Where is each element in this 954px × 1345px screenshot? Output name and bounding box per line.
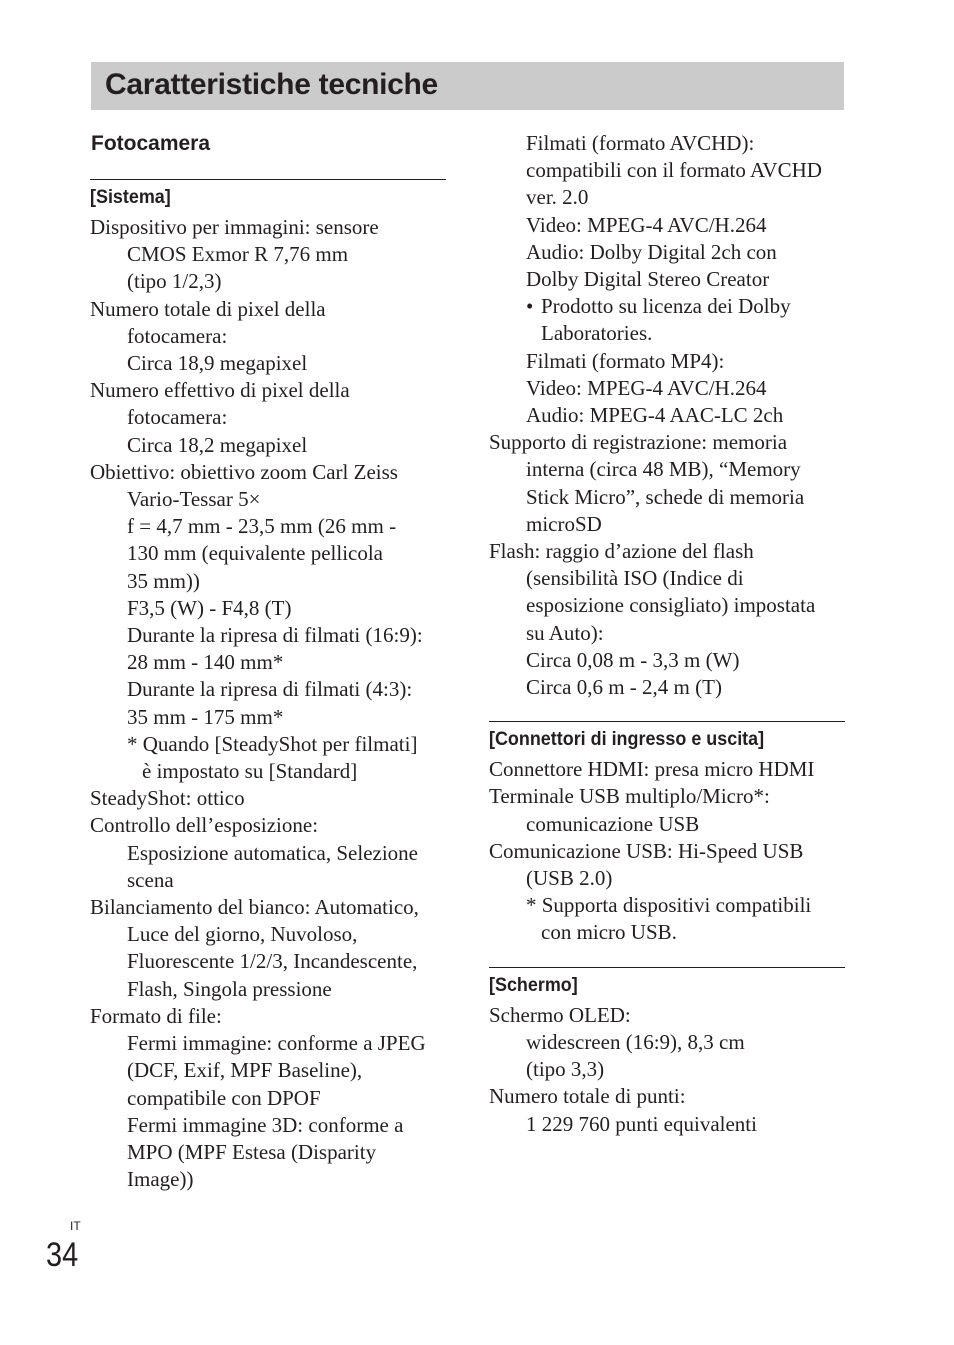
spec-line: Fermi immagine: conforme a JPEG bbox=[127, 1031, 426, 1056]
spec-line: compatibili con il formato AVCHD bbox=[526, 158, 822, 183]
spec-line: Esposizione automatica, Selezione bbox=[127, 840, 418, 865]
spec-line: Supporto di registrazione: memoria bbox=[489, 430, 788, 455]
spec-line: Numero effettivo di pixel della bbox=[90, 378, 350, 403]
spec-line: Stick Micro”, schede di memoria bbox=[526, 484, 805, 509]
spec-line: Filmati (formato AVCHD): bbox=[526, 131, 755, 155]
spec-line: Video: MPEG-4 AVC/H.264 bbox=[526, 375, 767, 400]
bullet-line: Laboratories. bbox=[541, 321, 653, 346]
footnote-line: con micro USB. bbox=[541, 920, 677, 945]
spec-line: 130 mm (equivalente pellicola bbox=[127, 541, 383, 566]
footnote-line: * Supporta dispositivi compatibili bbox=[526, 893, 812, 918]
spec-line: widescreen (16:9), 8,3 cm bbox=[526, 1029, 745, 1054]
section-connettori bbox=[489, 721, 845, 946]
spec-line: (tipo 3,3) bbox=[526, 1057, 605, 1082]
spec-line: Flash, Singola pressione bbox=[127, 976, 332, 1001]
spec-line: (sensibilità ISO (Indice di bbox=[526, 566, 744, 591]
right-column bbox=[489, 130, 845, 1138]
spec-line: interna (circa 48 MB), “Memory bbox=[526, 457, 801, 482]
spec-line: Controllo dell’esposizione: bbox=[90, 813, 319, 838]
section-sistema bbox=[90, 179, 446, 1193]
spec-line: scena bbox=[127, 867, 174, 892]
spec-line: Formato di file: bbox=[90, 1003, 222, 1028]
spec-line: MPO (MPF Estesa (Disparity bbox=[127, 1139, 377, 1164]
spec-line: Flash: raggio d’azione del flash bbox=[489, 539, 754, 564]
spec-line: Circa 18,2 megapixel bbox=[127, 432, 308, 457]
page-number: 34 bbox=[46, 1236, 79, 1274]
spec-line: comunicazione USB bbox=[526, 811, 700, 836]
spec-line: F3,5 (W) - F4,8 (T) bbox=[127, 595, 292, 620]
spec-line: Connettore HDMI: presa micro HDMI bbox=[489, 757, 815, 782]
spec-line: SteadyShot: ottico bbox=[90, 786, 245, 811]
spec-line: Comunicazione USB: Hi-Speed USB bbox=[489, 838, 804, 863]
spec-line: Vario-Tessar 5× bbox=[127, 487, 261, 512]
spec-line: (DCF, Exif, MPF Baseline), bbox=[127, 1058, 363, 1083]
spec-line: 1 229 760 punti equivalenti bbox=[526, 1111, 757, 1136]
spec-line: Image)) bbox=[127, 1167, 194, 1192]
spec-line: Video: MPEG-4 AVC/H.264 bbox=[526, 212, 767, 237]
spec-line: Fluorescente 1/2/3, Incandescente, bbox=[127, 949, 418, 974]
section-title-schermo: [Schermo] bbox=[489, 973, 578, 996]
spec-line: Numero totale di pixel della bbox=[90, 296, 326, 321]
left-column bbox=[90, 130, 446, 1193]
spec-line: Durante la ripresa di filmati (4:3): bbox=[127, 677, 413, 702]
spec-line: f = 4,7 mm - 23,5 mm (26 mm - bbox=[127, 514, 397, 539]
footnote-line: è impostato su [Standard] bbox=[142, 759, 358, 784]
language-code: IT bbox=[70, 1219, 81, 1233]
spec-line: 35 mm)) bbox=[127, 568, 200, 593]
spec-line: Fermi immagine 3D: conforme a bbox=[127, 1112, 404, 1137]
section-heading-fotocamera: Fotocamera bbox=[91, 132, 211, 155]
spec-line: Durante la ripresa di filmati (16:9): bbox=[127, 623, 423, 648]
spec-line: Audio: Dolby Digital 2ch con bbox=[526, 239, 777, 264]
bullet-line bbox=[489, 293, 845, 320]
title-bar bbox=[91, 62, 844, 110]
page-title: Caratteristiche tecniche bbox=[105, 68, 438, 101]
spec-line: Luce del giorno, Nuvoloso, bbox=[127, 922, 358, 947]
spec-line: CMOS Exmor R 7,76 mm bbox=[127, 242, 349, 267]
spec-line: Obiettivo: obiettivo zoom Carl Zeiss bbox=[90, 459, 398, 484]
spec-line: Terminale USB multiplo/Micro*: bbox=[489, 784, 770, 809]
spec-line: ver. 2.0 bbox=[526, 185, 589, 210]
spec-line: Circa 0,6 m - 2,4 m (T) bbox=[526, 675, 722, 700]
spec-line: esposizione consigliato) impostata bbox=[526, 593, 816, 618]
spec-line: Schermo OLED: bbox=[489, 1002, 631, 1027]
bullet-text: Prodotto su licenza dei Dolby bbox=[541, 294, 791, 319]
spec-line: Numero totale di punti: bbox=[489, 1084, 686, 1109]
spec-line: Circa 18,9 megapixel bbox=[127, 351, 308, 376]
spec-line: Dolby Digital Stereo Creator bbox=[526, 267, 770, 292]
bullet-icon: • bbox=[526, 294, 534, 319]
spec-line: Dispositivo per immagini: sensore bbox=[90, 215, 379, 239]
spec-line: Audio: MPEG-4 AAC-LC 2ch bbox=[526, 403, 784, 428]
section-title-sistema: [Sistema] bbox=[90, 186, 171, 208]
spec-line: fotocamera: bbox=[127, 323, 228, 348]
spec-line: Filmati (formato MP4): bbox=[526, 348, 725, 373]
spec-line: 28 mm - 140 mm* bbox=[127, 650, 284, 675]
section-title-connettori: [Connettori di ingresso e uscita] bbox=[489, 728, 765, 751]
spec-line: 35 mm - 175 mm* bbox=[127, 704, 284, 729]
spec-line: fotocamera: bbox=[127, 405, 228, 430]
section-schermo bbox=[489, 967, 845, 1138]
spec-line: su Auto): bbox=[526, 620, 604, 645]
spec-line: (tipo 1/2,3) bbox=[127, 269, 222, 294]
footnote-line: * Quando [SteadyShot per filmati] bbox=[127, 731, 418, 756]
spec-line: (USB 2.0) bbox=[526, 866, 613, 891]
spec-line: Bilanciamento del bianco: Automatico, bbox=[90, 895, 419, 920]
spec-line: Circa 0,08 m - 3,3 m (W) bbox=[526, 647, 740, 672]
spec-line: compatibile con DPOF bbox=[127, 1085, 321, 1110]
spec-line: microSD bbox=[526, 511, 602, 536]
